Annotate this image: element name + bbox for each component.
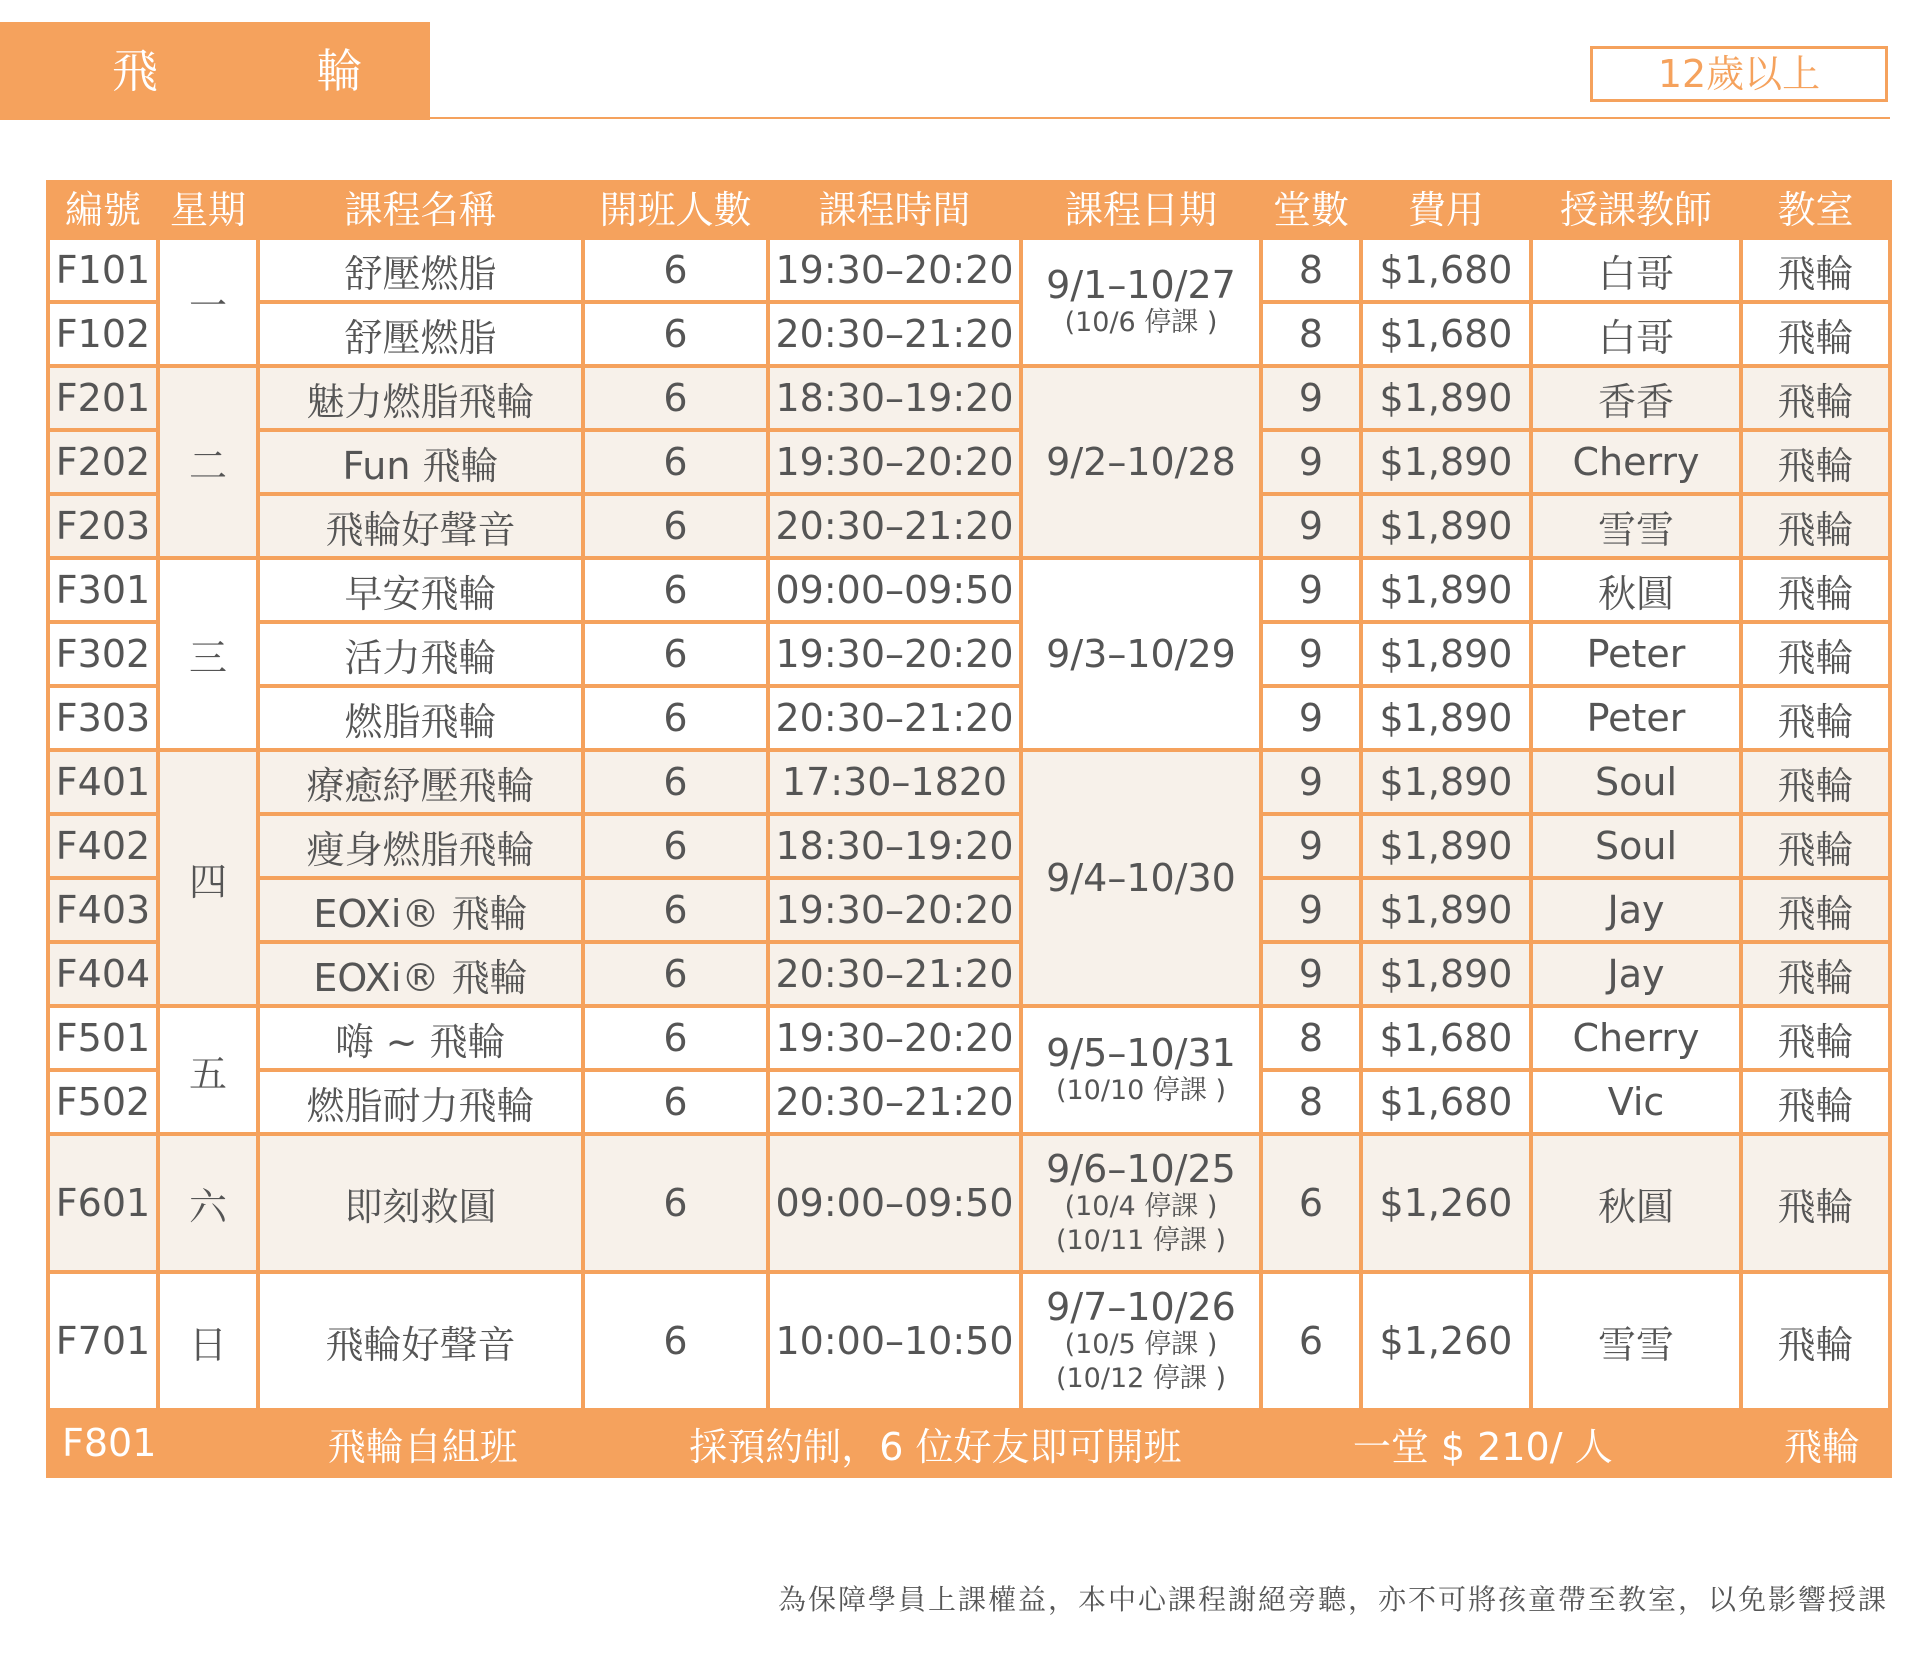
session-count: 9	[1261, 750, 1361, 814]
classroom: 飛輪	[1741, 814, 1890, 878]
course-fee: $1,680	[1361, 238, 1531, 302]
classroom: 飛輪	[1741, 238, 1890, 302]
course-name: 舒壓燃脂	[258, 302, 583, 366]
col-header-class-size: 開班人數	[583, 182, 768, 238]
course-time: 20:30–21:20	[768, 942, 1021, 1006]
class-size: 6	[583, 558, 768, 622]
course-fee: $1,890	[1361, 622, 1531, 686]
course-dates-cell	[1021, 750, 1261, 1006]
classroom: 飛輪	[1741, 942, 1890, 1006]
session-count: 8	[1261, 1070, 1361, 1134]
col-header-code: 編號	[48, 182, 158, 238]
course-time: 19:30–20:20	[768, 878, 1021, 942]
teacher-name: 秋圓	[1531, 558, 1741, 622]
table-row	[48, 238, 1890, 302]
col-header-room: 教室	[1741, 182, 1890, 238]
course-code: F303	[48, 686, 158, 750]
class-size: 6	[583, 686, 768, 750]
teacher-name: Peter	[1531, 622, 1741, 686]
course-time: 19:30–20:20	[768, 430, 1021, 494]
session-count: 8	[1261, 302, 1361, 366]
date-suspension-note: (10/11 停課 )	[1055, 1225, 1227, 1256]
course-fee: $1,890	[1361, 366, 1531, 430]
course-name: 燃脂耐力飛輪	[258, 1070, 583, 1134]
course-name: 活力飛輪	[258, 622, 583, 686]
class-size: 6	[583, 1006, 768, 1070]
weekday-cell: 三	[158, 558, 258, 750]
class-size: 6	[583, 238, 768, 302]
course-code: F201	[48, 366, 158, 430]
course-fee: $1,890	[1361, 558, 1531, 622]
session-count: 9	[1261, 558, 1361, 622]
course-fee: $1,890	[1361, 494, 1531, 558]
custom-class-code: F801	[62, 1421, 157, 1465]
course-code: F301	[48, 558, 158, 622]
classroom: 飛輪	[1741, 430, 1890, 494]
course-time: 19:30–20:20	[768, 1006, 1021, 1070]
class-size: 6	[583, 750, 768, 814]
classroom: 飛輪	[1741, 1070, 1890, 1134]
course-name: 魅力燃脂飛輪	[258, 366, 583, 430]
course-code: F203	[48, 494, 158, 558]
table-header-row	[48, 182, 1890, 238]
table-row	[48, 1006, 1890, 1070]
date-suspension-note: (10/12 停課 )	[1055, 1363, 1227, 1394]
date-range: 9/1–10/27	[1046, 263, 1236, 307]
class-size: 6	[583, 878, 768, 942]
teacher-name: Vic	[1531, 1070, 1741, 1134]
course-time: 20:30–21:20	[768, 1070, 1021, 1134]
weekday-cell: 五	[158, 1006, 258, 1134]
date-range: 9/3–10/29	[1046, 632, 1236, 676]
course-code: F404	[48, 942, 158, 1006]
course-name: 舒壓燃脂	[258, 238, 583, 302]
schedule-table	[46, 180, 1892, 1478]
session-count: 8	[1261, 238, 1361, 302]
course-fee: $1,680	[1361, 302, 1531, 366]
table-row	[48, 494, 1890, 558]
table-row	[48, 622, 1890, 686]
notice-text: 為保障學員上課權益，本中心課程謝絕旁聽，亦不可將孩童帶至教室，以免影響授課	[777, 1583, 1888, 1616]
course-dates-cell	[1021, 1006, 1261, 1134]
course-fee: $1,680	[1361, 1006, 1531, 1070]
course-fee: $1,890	[1361, 814, 1531, 878]
course-name: 療癒紓壓飛輪	[258, 750, 583, 814]
session-count: 9	[1261, 494, 1361, 558]
table-row	[48, 686, 1890, 750]
course-code: F502	[48, 1070, 158, 1134]
section-title: 飛 輪	[0, 22, 430, 120]
course-time: 20:30–21:20	[768, 494, 1021, 558]
classroom: 飛輪	[1741, 1006, 1890, 1070]
course-code: F501	[48, 1006, 158, 1070]
course-name: 嗨 ~ 飛輪	[258, 1006, 583, 1070]
classroom: 飛輪	[1741, 1134, 1890, 1272]
classroom: 飛輪	[1741, 622, 1890, 686]
col-header-day: 星期	[158, 182, 258, 238]
weekday-cell: 六	[158, 1134, 258, 1272]
date-suspension-note: (10/4 停課 )	[1064, 1191, 1218, 1222]
custom-class-cell	[48, 1410, 1890, 1476]
table-row	[48, 814, 1890, 878]
course-code: F302	[48, 622, 158, 686]
course-dates-cell	[1021, 558, 1261, 750]
class-size: 6	[583, 1070, 768, 1134]
date-suspension-note: (10/6 停課 )	[1064, 307, 1218, 338]
teacher-name: Jay	[1531, 878, 1741, 942]
table-row	[48, 942, 1890, 1006]
classroom: 飛輪	[1741, 750, 1890, 814]
date-suspension-note: (10/10 停課 )	[1055, 1075, 1227, 1106]
classroom: 飛輪	[1741, 302, 1890, 366]
custom-class-price: 一堂 $ 210/ 人	[1352, 1424, 1613, 1469]
course-time: 17:30–1820	[768, 750, 1021, 814]
course-time: 18:30–19:20	[768, 814, 1021, 878]
table-row	[48, 1272, 1890, 1410]
course-time: 20:30–21:20	[768, 302, 1021, 366]
teacher-name: 秋圓	[1531, 1134, 1741, 1272]
course-time: 19:30–20:20	[768, 622, 1021, 686]
course-fee: $1,890	[1361, 942, 1531, 1006]
session-count: 9	[1261, 942, 1361, 1006]
teacher-name: Jay	[1531, 942, 1741, 1006]
class-size: 6	[583, 494, 768, 558]
classroom: 飛輪	[1741, 1272, 1890, 1410]
classroom: 飛輪	[1741, 558, 1890, 622]
teacher-name: Cherry	[1531, 1006, 1741, 1070]
course-name: 即刻救圓	[258, 1134, 583, 1272]
teacher-name: 雪雪	[1531, 1272, 1741, 1410]
teacher-name: 白哥	[1531, 238, 1741, 302]
custom-class-description: 採預約制，6 位好友即可開班	[689, 1424, 1182, 1469]
course-name: EOXi® 飛輪	[258, 942, 583, 1006]
col-header-teacher: 授課教師	[1531, 182, 1741, 238]
session-count: 6	[1261, 1134, 1361, 1272]
course-fee: $1,680	[1361, 1070, 1531, 1134]
teacher-name: Soul	[1531, 814, 1741, 878]
session-count: 9	[1261, 622, 1361, 686]
table-row	[48, 430, 1890, 494]
course-code: F102	[48, 302, 158, 366]
teacher-name: 雪雪	[1531, 494, 1741, 558]
col-header-time: 課程時間	[768, 182, 1021, 238]
course-code: F403	[48, 878, 158, 942]
course-dates-cell	[1021, 238, 1261, 366]
class-size: 6	[583, 430, 768, 494]
table-row	[48, 558, 1890, 622]
course-code: F601	[48, 1134, 158, 1272]
classroom: 飛輪	[1741, 494, 1890, 558]
weekday-cell: 一	[158, 238, 258, 366]
date-range: 9/4–10/30	[1046, 856, 1236, 900]
session-count: 8	[1261, 1006, 1361, 1070]
teacher-name: Cherry	[1531, 430, 1741, 494]
course-fee: $1,890	[1361, 750, 1531, 814]
course-fee: $1,260	[1361, 1134, 1531, 1272]
class-size: 6	[583, 1134, 768, 1272]
table-row	[48, 750, 1890, 814]
table-row	[48, 366, 1890, 430]
course-code: F701	[48, 1272, 158, 1410]
course-time: 19:30–20:20	[768, 238, 1021, 302]
course-time: 10:00–10:50	[768, 1272, 1021, 1410]
teacher-name: Soul	[1531, 750, 1741, 814]
course-dates-cell	[1021, 366, 1261, 558]
session-count: 9	[1261, 430, 1361, 494]
course-code: F101	[48, 238, 158, 302]
title-divider	[430, 117, 1890, 119]
course-time: 09:00–09:50	[768, 558, 1021, 622]
course-code: F401	[48, 750, 158, 814]
date-suspension-note: (10/5 停課 )	[1064, 1329, 1218, 1360]
class-size: 6	[583, 1272, 768, 1410]
course-time: 20:30–21:20	[768, 686, 1021, 750]
course-dates-cell	[1021, 1134, 1261, 1272]
course-fee: $1,890	[1361, 878, 1531, 942]
col-header-dates: 課程日期	[1021, 182, 1261, 238]
table-row	[48, 1134, 1890, 1272]
custom-class-row	[48, 1410, 1890, 1476]
classroom: 飛輪	[1741, 686, 1890, 750]
course-fee: $1,260	[1361, 1272, 1531, 1410]
course-time: 18:30–19:20	[768, 366, 1021, 430]
table-row	[48, 1070, 1890, 1134]
date-range: 9/2–10/28	[1046, 440, 1236, 484]
custom-class-name: 飛輪自組班	[327, 1424, 518, 1469]
course-name: 燃脂飛輪	[258, 686, 583, 750]
age-badge: 12歲以上	[1590, 46, 1888, 102]
session-count: 9	[1261, 814, 1361, 878]
col-header-course-name: 課程名稱	[258, 182, 583, 238]
date-range: 9/6–10/25	[1046, 1147, 1236, 1191]
weekday-cell: 二	[158, 366, 258, 558]
course-fee: $1,890	[1361, 686, 1531, 750]
table-row	[48, 302, 1890, 366]
col-header-fee: 費用	[1361, 182, 1531, 238]
weekday-cell: 四	[158, 750, 258, 1006]
course-dates-cell	[1021, 1272, 1261, 1410]
course-name: 飛輪好聲音	[258, 494, 583, 558]
custom-class-room: 飛輪	[1783, 1424, 1860, 1469]
course-code: F202	[48, 430, 158, 494]
course-time: 09:00–09:50	[768, 1134, 1021, 1272]
course-name: 飛輪好聲音	[258, 1272, 583, 1410]
session-count: 9	[1261, 366, 1361, 430]
classroom: 飛輪	[1741, 366, 1890, 430]
course-code: F402	[48, 814, 158, 878]
class-size: 6	[583, 302, 768, 366]
course-name: 早安飛輪	[258, 558, 583, 622]
date-range: 9/5–10/31	[1046, 1031, 1236, 1075]
weekday-cell: 日	[158, 1272, 258, 1410]
date-range: 9/7–10/26	[1046, 1285, 1236, 1329]
course-fee: $1,890	[1361, 430, 1531, 494]
session-count: 9	[1261, 686, 1361, 750]
session-count: 9	[1261, 878, 1361, 942]
teacher-name: 香香	[1531, 366, 1741, 430]
session-count: 6	[1261, 1272, 1361, 1410]
classroom: 飛輪	[1741, 878, 1890, 942]
teacher-name: 白哥	[1531, 302, 1741, 366]
class-size: 6	[583, 366, 768, 430]
table-row	[48, 878, 1890, 942]
class-size: 6	[583, 942, 768, 1006]
course-name: 瘦身燃脂飛輪	[258, 814, 583, 878]
col-header-sessions: 堂數	[1261, 182, 1361, 238]
class-size: 6	[583, 814, 768, 878]
class-size: 6	[583, 622, 768, 686]
course-name: Fun 飛輪	[258, 430, 583, 494]
teacher-name: Peter	[1531, 686, 1741, 750]
course-name: EOXi® 飛輪	[258, 878, 583, 942]
